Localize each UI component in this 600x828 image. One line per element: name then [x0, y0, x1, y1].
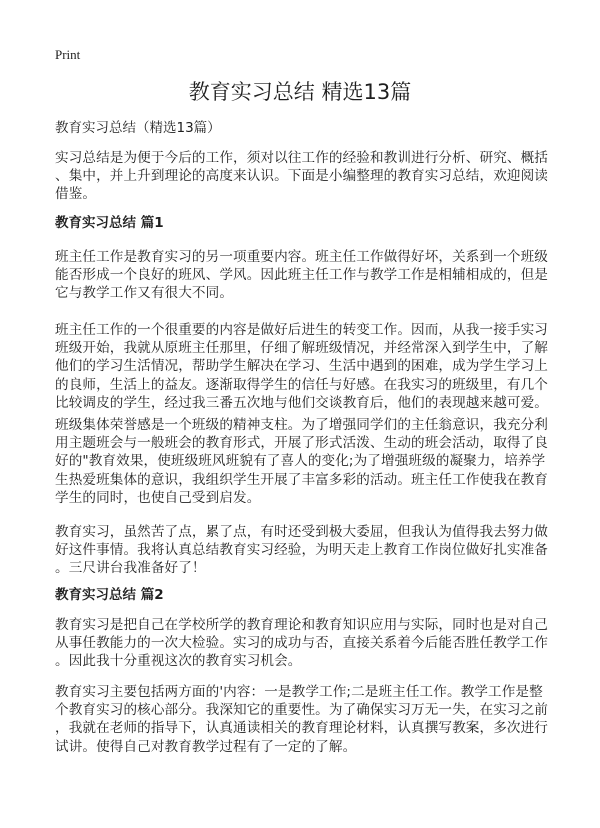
section-heading-1: 教育实习总结 篇1	[55, 215, 164, 231]
document-subtitle: 教育实习总结（精选13篇）	[55, 120, 221, 136]
paragraph-line: 它与教学工作又有很大不同。	[55, 285, 234, 302]
paragraph-line: 班主任工作是教育实习的另一项重要内容。班主任工作做得好坏，关系到一个班级	[55, 249, 548, 265]
paragraph-line: 借鉴。	[55, 186, 97, 203]
paragraph-line: ，我就在老师的指导下，认真通读相关的教育理论材料，认真撰写教案，多次进行	[55, 720, 548, 737]
paragraph	[55, 683, 555, 756]
paragraph	[55, 523, 555, 578]
paragraph-line: 好这件事情。我将认真总结教育实习经验，为明天走上教育工作岗位做好扎实准备	[55, 542, 548, 559]
paragraph-line: 教育实习，虽然苦了点，累了点，有时还受到极大委屈，但我认为值得我去努力做	[55, 524, 548, 540]
page-title: 教育实习总结 精选13篇	[188, 80, 412, 104]
paragraph	[55, 616, 555, 671]
paragraph-line: 实习总结是为便于今后的工作，须对以往工作的经验和教训进行分析、研究、概括	[55, 150, 548, 166]
paragraph-line: 教育实习主要包括两方面的'内容：一是教学工作;二是班主任工作。教学工作是整	[55, 684, 543, 700]
paragraph-line: 好的"教育效果，使班级班风班貌有了喜人的变化;为了增强班级的凝聚力，培养学	[55, 453, 546, 470]
paragraph	[55, 416, 555, 507]
paragraph-line: 。三尺讲台我准备好了！	[55, 560, 206, 577]
paragraph-line: 从事任教能力的一次大检验。实习的成功与否，直接关系着今后能否胜任教学工作	[55, 635, 548, 652]
paragraph-line: 班级开始，我就从原班主任那里，仔细了解班级情况，并经常深入到学生中，了解	[55, 340, 548, 357]
paragraph-line: 学生的同时，也使自己受到启发。	[55, 489, 261, 506]
paragraph-line: 他们的学习生活情况，帮助学生解决在学习、生活中遇到的困难，成为学生学习上	[55, 358, 548, 375]
paragraph-line: 的良师，生活上的益友。逐渐取得学生的信任与好感。在我实习的班级里，有几个	[55, 376, 548, 393]
paragraph-line: 个教育实习的核心部分。我深知它的重要性。为了确保实习万无一失，在实习之前	[55, 702, 548, 719]
print-link[interactable]: Print	[55, 47, 81, 62]
paragraph-line: 班主任工作的一个很重要的内容是做好后进生的转变工作。因而，从我一接手实习	[55, 322, 548, 338]
paragraph-line: 教育实习是把自己在学校所学的教育理论和教育知识应用与实际，同时也是对自己	[55, 617, 548, 633]
paragraph-line: 比较调皮的学生，经过我三番五次地与他们交谈教育后，他们的表现越来越可爱。	[55, 394, 548, 411]
paragraph-line: 试讲。使得自己对教育教学过程有了一定的了解。	[55, 738, 357, 755]
paragraph-line: 、集中，并上升到理论的高度来认识。下面是小编整理的教育实习总结，欢迎阅读	[55, 168, 548, 185]
paragraph-line: 能否形成一个良好的班风、学风。因此班主任工作与教学工作是相辅相成的，但是	[55, 267, 548, 284]
paragraph	[55, 248, 555, 303]
paragraph-line: 用主题班会与一般班会的教育形式，开展了形式活泼、生动的班会活动，取得了良	[55, 435, 548, 452]
intro-paragraph	[55, 149, 555, 204]
section-heading-2: 教育实习总结 篇2	[55, 587, 164, 603]
paragraph-line: 。因此我十分重视这次的教育实习机会。	[55, 653, 302, 670]
paragraph-line: 班级集体荣誉感是一个班级的精神支柱。为了增强同学们的主任翁意识，我充分利	[55, 417, 548, 433]
paragraph-line: 生热爱班集体的意识，我组织学生开展了丰富多彩的活动。班主任工作使我在教育	[55, 471, 548, 488]
paragraph	[55, 321, 555, 412]
